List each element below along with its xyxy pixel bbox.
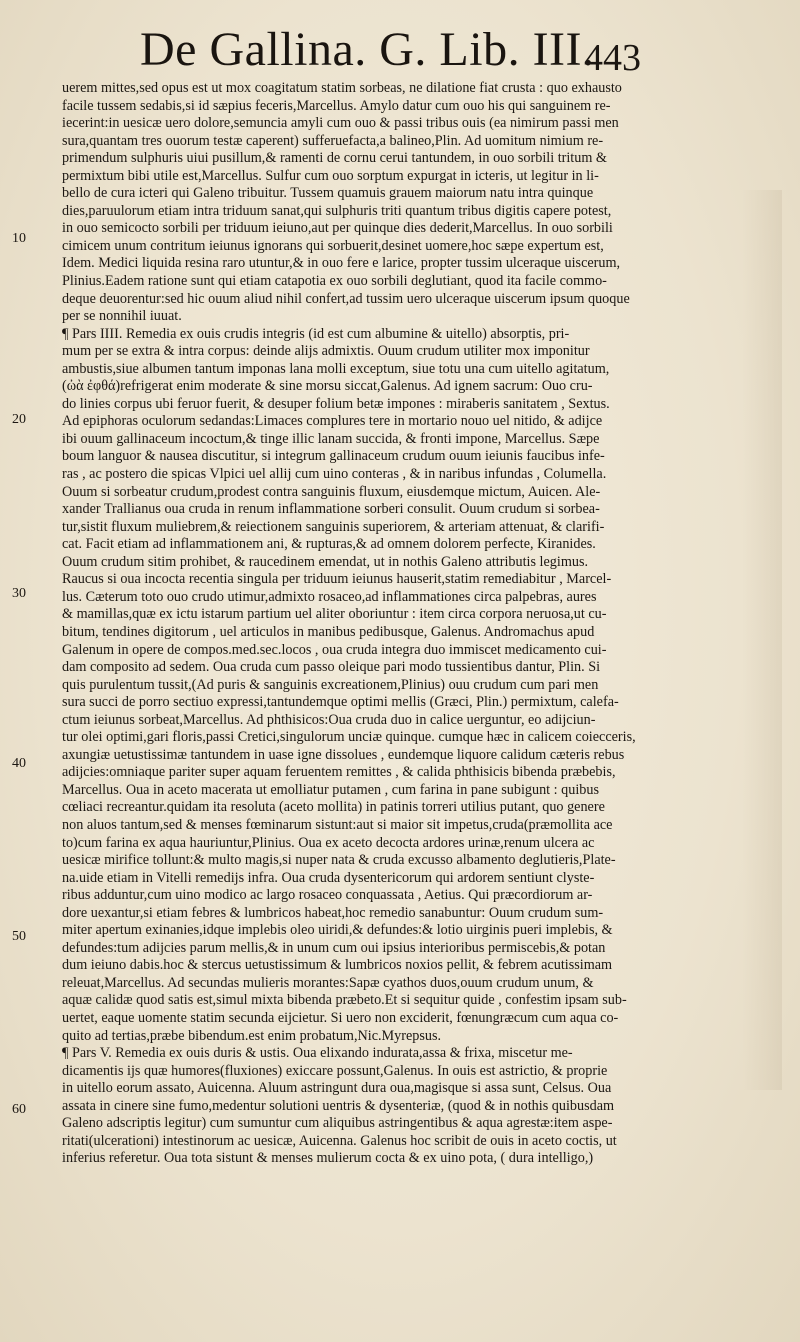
text-line: quis purulentum tussit,(Ad puris & sanguinis excreationem,Plinius) ouu crudum cum pari men: [62, 676, 599, 693]
text-line: ¶ Pars V. Remedia ex ouis duris & ustis. Oua elixando indurata,assa & frixa, miscetur me-: [62, 1045, 573, 1062]
text-line: non aluos tantum,sed & menses fœminarum sistunt:aut si maior sit impetus,cruda(præmollita ace: [62, 816, 613, 833]
text-line: defundes:tum adijcies parum mellis,& in unum cum oui ipsius interioribus permiscebis,& potan: [62, 939, 606, 956]
text-line: Idem. Medici liquida resina raro utuntur,& in ouo fere e larice, propter tussim ulceraque uiscerum,: [62, 255, 621, 272]
text-line: miter apertum exinanies,idque implebis oleo uiridi,& defundes:& lotio uirginis pueri implebis, &: [62, 922, 613, 939]
text-line: sura succi de porro sectiuo expressi,tantundemque optimi mellis (Græci, Plin.) permixtum, calefa-: [62, 694, 619, 711]
body-text: [62, 80, 662, 1168]
text-line: & mamillas,quæ ex ictu istarum partium uel aliter oboriuntur : item circa corpora neruosa,ut cu-: [62, 606, 607, 623]
text-line: ctum ieiunus sorbeat,Marcellus. Ad phthisicos:Oua cruda duo in calice uerguntur, eo adijciun-: [62, 711, 596, 728]
text-line: Marcellus. Oua in aceto macerata ut emolliatur putamen , cum farina in pane subigunt : quibus: [62, 781, 599, 798]
text-line: dam composito ad sedem. Oua cruda cum passo oleique pari modo tussientibus dantur, Plin. Si: [62, 659, 601, 676]
text-line: mum per se extra & intra corpus: deinde alijs admixtis. Ouum crudum utiliter mox imponitur: [62, 343, 590, 360]
text-line: adijcies:omniaque pariter super aquam feruentem remittes , & calida phthisicis bibenda præbebis,: [62, 764, 616, 781]
text-line: dicamentis ijs quæ humores(fluxiones) exiccare possunt,Galenus. In ouis est astrictio, & proprie: [62, 1062, 608, 1079]
text-line: cimicem unum contritum ieiunus ignorans qui sorbuerit,desinet uomere,hoc sæpe expertum est,: [62, 237, 604, 254]
text-line: uerem mittes,sed opus est ut mox coagitatum statim sorbeas, ne dilatione fiat crusta : quo exhausto: [62, 80, 622, 96]
line-number: 30: [12, 586, 26, 601]
text-line: per se nonnihil iuuat.: [62, 308, 182, 325]
line-number: 20: [12, 412, 26, 427]
text-line: iecerint:in uesicæ uero dolore,semuncia amyli cum ouo & passi tribus ouis (ea nimirum passi men: [62, 115, 619, 132]
text-line: ribus adduntur,cum uino modico ac largo rosaceo conquassata , Aetius. Qui præcordiorum ar-: [62, 887, 593, 904]
text-line: quito ad tertias,præbe bibendum.est enim probatum,Nic.Myrepsus.: [62, 1027, 442, 1044]
page-header: [140, 24, 680, 84]
page-stain: [742, 190, 782, 1090]
line-number: 40: [12, 756, 26, 771]
text-line: uertet, eaque uomente statim secunda eijcietur. Si uero non exciderit, fœnungræcum cum aqua co-: [62, 1009, 619, 1026]
text-line: Ouum crudum sitim prohibet, & raucedinem emendat, ut in nothis Galeno attributis legimus.: [62, 553, 589, 570]
text-line: dies,paruulorum etiam intra triduum sanat,qui sulphuris triti quantum tribus digitis capere potest,: [62, 202, 612, 219]
text-line: (ὠὰ ἐφθά)refrigerat enim moderate & sine morsu siccat,Galenus. Ad ignem sacrum: Ouo cru-: [62, 378, 593, 395]
text-line: primendum sulphuris uiui pusillum,& ramenti de cornu cerui tantundem, in ouo sorbili tritum &: [62, 150, 607, 167]
text-line: tur olei optimi,gari floris,passi Cretici,singulorum unciæ quinque. cumque hæc in calicem coiecceris,: [62, 729, 636, 746]
text-line: in ouo semicocto sorbili per triduum ieiuno,aut per quinque dies dederit,Marcellus. In ouo sorbili: [62, 220, 613, 237]
text-line: cœliaci recreantur.quidam ita resoluta (aceto mollita) in patinis torreri utilius putant, quo genere: [62, 799, 605, 816]
text-line: ¶ Pars IIII. Remedia ex ouis crudis integris (id est cum albumine & uitello) absorptis, pri-: [62, 325, 570, 342]
text-line: ritati(ulcerationi) intestinorum ac uesicæ, Auicenna. Galenus hoc scribit de ouis in aceto coctis, ut: [62, 1132, 617, 1149]
text-line: lus. Cæterum toto ouo crudo utimur,admixto rosaceo,ad inflammationes circa palpebras, aures: [62, 588, 597, 605]
text-line: ras , ac postero die spicas Vlpici uel allij cum uino conteras , & in naribus infundas , Columella.: [62, 466, 607, 483]
text-line: Galenum in opere de compos.med.sec.locos , oua cruda integra duo immiscet medicamento cui-: [62, 641, 607, 658]
line-number: 60: [12, 1102, 26, 1117]
text-line: releuat,Marcellus. Ad secundas mulieris morantes:Sapæ cyathos duos,ouum crudum unum, &: [62, 974, 594, 991]
text-line: bello de cura icteri qui Galeno tribuitur. Tussem quamuis grauem maiorum natu intra quinque: [62, 185, 594, 202]
text-line: tur,sistit fluxum muliebrem,& reiectionem sanguinis superiorem, & arteriam attenuat, & clarifi-: [62, 518, 605, 535]
text-line: assata in cinere sine fumo,medentur solutioni uentris & dysenteriæ, (quod & in nothis quibusdam: [62, 1097, 615, 1114]
page-number: 443: [584, 37, 641, 79]
text-line: Galeno adscriptis legitur) cum sumuntur cum aliquibus astringentibus & aqua agrestæ:item aspe-: [62, 1115, 613, 1132]
running-title: De Gallina. G. Lib. III.: [140, 23, 595, 76]
text-line: cat. Facit etiam ad inflammationem ani, & rupturas,& ad omnem dolorem perfecte, Kiranides.: [62, 536, 596, 553]
text-line: Plinius.Eadem ratione sunt qui etiam catapotia ex ouo sorbili deglutiant, quod ita facile commo-: [62, 273, 607, 290]
text-line: aquæ calidæ quod satis est,simul mixta bibenda præbeto.Et si sequitur quide , confestim ipsam sub-: [62, 992, 627, 1009]
text-line: dum ieiuno dabis.hoc & stercus uetustissimum & lumbricos noxios pellit, & febrem acutissimam: [62, 957, 613, 974]
text-line: facile tussem sedabis,si id sæpius feceris,Marcellus. Amylo datur cum ouo his qui sanguinem re-: [62, 97, 611, 114]
text-line: bitum, tendines digitorum , uel articulos in manibus pedibusque, Galenus. Andromachus apud: [62, 623, 595, 640]
text-line: na.uide etiam in Vitelli remedijs infra. Oua cruda dysentericorum qui ardorem sentiunt clyste-: [62, 869, 595, 886]
text-line: dore uexantur,si etiam febres & lumbricos habeat,hoc remedio sanabuntur: Ouum crudum sum-: [62, 904, 604, 921]
text-line: sura,quantam tres ouorum testæ caperent) sufferuefacta,a balineo,Plin. Ad uomitum nimium re-: [62, 132, 604, 149]
text-line: permixtum bibi utile est,Marcellus. Sulfur cum ouo sorptum expurgat in icteris, ut legitur in li-: [62, 167, 599, 184]
text-line: in uitello eorum assato, Auicenna. Aluum astringunt dura oua,magisque si assa sunt, Celsus. Oua: [62, 1080, 612, 1097]
text-line: deque deuorentur:sed hic ouum aliud nihil confert,ad tussim uero ulceraque uiscerum ipsum quoque: [62, 290, 630, 307]
text-line: uesicæ mirifice tollunt:& multo magis,si nuper nata & cruda excusso albamento deglutieris,Plate-: [62, 852, 616, 869]
text-line: inferius referetur. Oua tota sistunt & menses mulierum cocta & ex uino pota, ( dura intelligo,): [62, 1150, 594, 1167]
text-line: ambustis,siue albumen tantum imponas lana molli exceptum, siue totu una cum uitello agitatum,: [62, 360, 610, 377]
line-number: 10: [12, 231, 26, 246]
text-line: to)cum farina ex aqua hauriuntur,Plinius. Oua ex aceto decocta ardores urinæ,renum ulcera ac: [62, 834, 595, 851]
text-line: axungiæ uetustissimæ tantundem in uase igne dissolues , eundemque liquore calidum cæteris rebus: [62, 746, 625, 763]
text-line: Ad epiphoras oculorum sedandas:Limaces complures tere in mortario nouo uel nitido, & adijce: [62, 413, 603, 430]
line-number: 50: [12, 929, 26, 944]
text-line: ibi ouum gallinaceum incoctum,& tinge illic lanam succida, & fronti impone, Marcellus. Sæpe: [62, 430, 600, 447]
text-line: xander Trallianus oua cruda in renum inflammatione sorberi consulit. Ouum crudum si sorbea-: [62, 501, 600, 518]
text-line: Raucus si oua incocta recentia singula per triduum ieiunus hauserit,statim remediabitur , Marcel-: [62, 571, 612, 588]
text-line: Ouum si sorbeatur crudum,prodest contra sanguinis fluxum, eiusdemque mictum, Auicen. Ale-: [62, 483, 601, 500]
text-line: do linies corpus ubi feruor fuerit, & desuper folium betæ impones : miraberis sanitatem , Sextus.: [62, 395, 610, 412]
text-line: boum languor & nausea discutitur, si integrum gallinaceum crudum ouum ieiunis faucibus infe-: [62, 448, 605, 465]
